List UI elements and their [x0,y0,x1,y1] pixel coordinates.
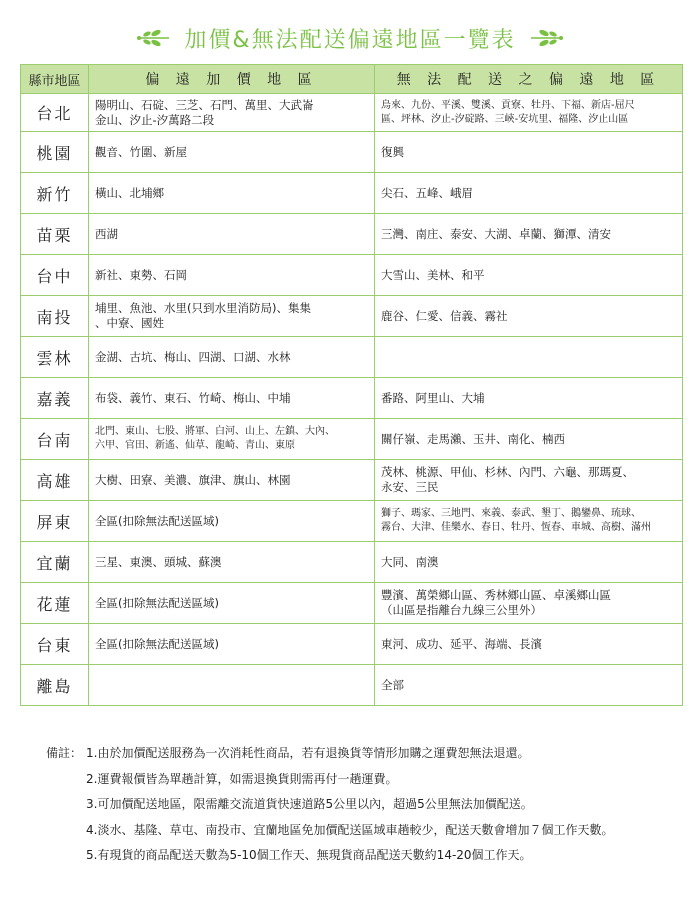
leaf-ornament-icon [530,28,564,48]
table-row [21,173,683,214]
note-item: 備註： 1.由於加價配送服務為一次消耗性商品，若有退換貨等情形加購之運費恕無法退還。 [46,746,530,761]
table-row [21,378,683,419]
table-row [21,132,683,173]
surcharge-cell: 全區(扣除無法配送區域) [89,501,375,542]
surcharge-cell: 陽明山、石碇、三芝、石門、萬里、大武崙 金山、汐止-汐萬路二段 [89,94,375,132]
table-row [21,296,683,337]
no-delivery-cell: 東河、成功、延平、海端、長濱 [375,624,683,665]
surcharge-cell: 全區(扣除無法配送區域) [89,624,375,665]
city-cell: 屏東 [21,501,89,542]
no-delivery-cell: 鹿谷、仁愛、信義、霧社 [375,296,683,337]
leaf-ornament-icon [136,28,170,48]
surcharge-cell: 金湖、古坑、梅山、四湖、口湖、水林 [89,337,375,378]
city-cell: 南投 [21,296,89,337]
surcharge-cell: 新社、東勢、石岡 [89,255,375,296]
no-delivery-cell: 豐濱、萬榮鄉山區、秀林鄉山區、卓溪鄉山區 （山區是指離台九線三公里外） [375,583,683,624]
no-delivery-cell [375,337,683,378]
surcharge-cell: 橫山、北埔鄉 [89,173,375,214]
table-row [21,501,683,542]
note-item: 3.可加價配送地區，限需離交流道貨快速道路5公里以內，超過5公里無法加價配送。 [86,797,533,812]
surcharge-cell: 全區(扣除無法配送區域) [89,583,375,624]
surcharge-cell: 三星、東澳、頭城、蘇澳 [89,542,375,583]
no-delivery-cell: 復興 [375,132,683,173]
city-cell: 桃園 [21,132,89,173]
surcharge-cell [89,665,375,706]
city-cell: 花蓮 [21,583,89,624]
surcharge-cell: 觀音、竹圍、新屋 [89,132,375,173]
no-delivery-cell: 烏來、九份、平溪、雙溪、貢寮、牡丹、下福、新店-屈尺 區、坪林、汐止-汐碇路、三峽-安坑里、福隆、汐止山區 [375,94,683,132]
surcharge-cell: 北門、東山、七股、將軍、白河、山上、左鎮、大內、 六甲、官田、新遙、仙草、龍崎、青山、東原 [89,419,375,460]
note-item: 2.運費報價皆為單趟計算，如需退換貨則需再付一趟運費。 [86,771,398,786]
table-row [21,624,683,665]
table-row [21,337,683,378]
city-cell: 台東 [21,624,89,665]
table-row [21,255,683,296]
table-row [21,94,683,132]
note-item: 5.有現貨的商品配送天數為5-10個工作天、無現貨商品配送天數約14-20個工作天。 [86,848,532,863]
surcharge-cell: 大樹、田寮、美濃、旗津、旗山、林園 [89,460,375,501]
no-delivery-cell: 茂林、桃源、甲仙、杉林、內門、六龜、那瑪夏、 永安、三民 [375,460,683,501]
city-cell: 雲林 [21,337,89,378]
city-cell: 高雄 [21,460,89,501]
city-cell: 台北 [21,94,89,132]
page-title: 加價&無法配送偏遠地區一覽表 [184,27,516,53]
surcharge-cell: 埔里、魚池、水里(只到水里消防局)、集集 、中寮、國姓 [89,296,375,337]
table-row [21,419,683,460]
city-cell: 離島 [21,665,89,706]
note-item: 4.淡水、基隆、草屯、南投市、宜蘭地區免加價配送區域車趟較少，配送天數會增加７個工作天數。 [86,822,614,837]
no-delivery-cell: 全部 [375,665,683,706]
table-row [21,583,683,624]
remote-area-table [20,64,683,706]
header-no-delivery: 無 法 配 送 之 偏 遠 地 區 [375,65,683,94]
notes-label: 備註： [46,746,83,761]
table-row [21,214,683,255]
surcharge-cell: 布袋、義竹、東石、竹崎、梅山、中埔 [89,378,375,419]
no-delivery-cell: 大雪山、美林、和平 [375,255,683,296]
notes [46,740,686,868]
no-delivery-cell: 關仔嶺、走馬瀨、玉井、南化、楠西 [375,419,683,460]
no-delivery-cell: 大同、南澳 [375,542,683,583]
city-cell: 苗栗 [21,214,89,255]
city-cell: 宜蘭 [21,542,89,583]
no-delivery-cell: 三灣、南庄、泰安、大湖、卓蘭、獅潭、清安 [375,214,683,255]
no-delivery-cell: 獅子、瑪家、三地門、來義、泰武、墾丁、鵝鑾鼻、琉球、 霧台、大津、佳樂水、春日、牡丹、恆春、車城、高樹、滿州 [375,501,683,542]
no-delivery-cell: 番路、阿里山、大埔 [375,378,683,419]
header-surcharge: 偏 遠 加 價 地 區 [89,65,375,94]
title-bar [0,18,700,58]
table-row [21,542,683,583]
table-header-row [21,65,683,94]
city-cell: 台中 [21,255,89,296]
city-cell: 嘉義 [21,378,89,419]
city-cell: 新竹 [21,173,89,214]
no-delivery-cell: 尖石、五峰、峨眉 [375,173,683,214]
header-city: 縣市地區 [21,65,89,94]
table-row [21,665,683,706]
table-row [21,460,683,501]
city-cell: 台南 [21,419,89,460]
surcharge-cell: 西湖 [89,214,375,255]
